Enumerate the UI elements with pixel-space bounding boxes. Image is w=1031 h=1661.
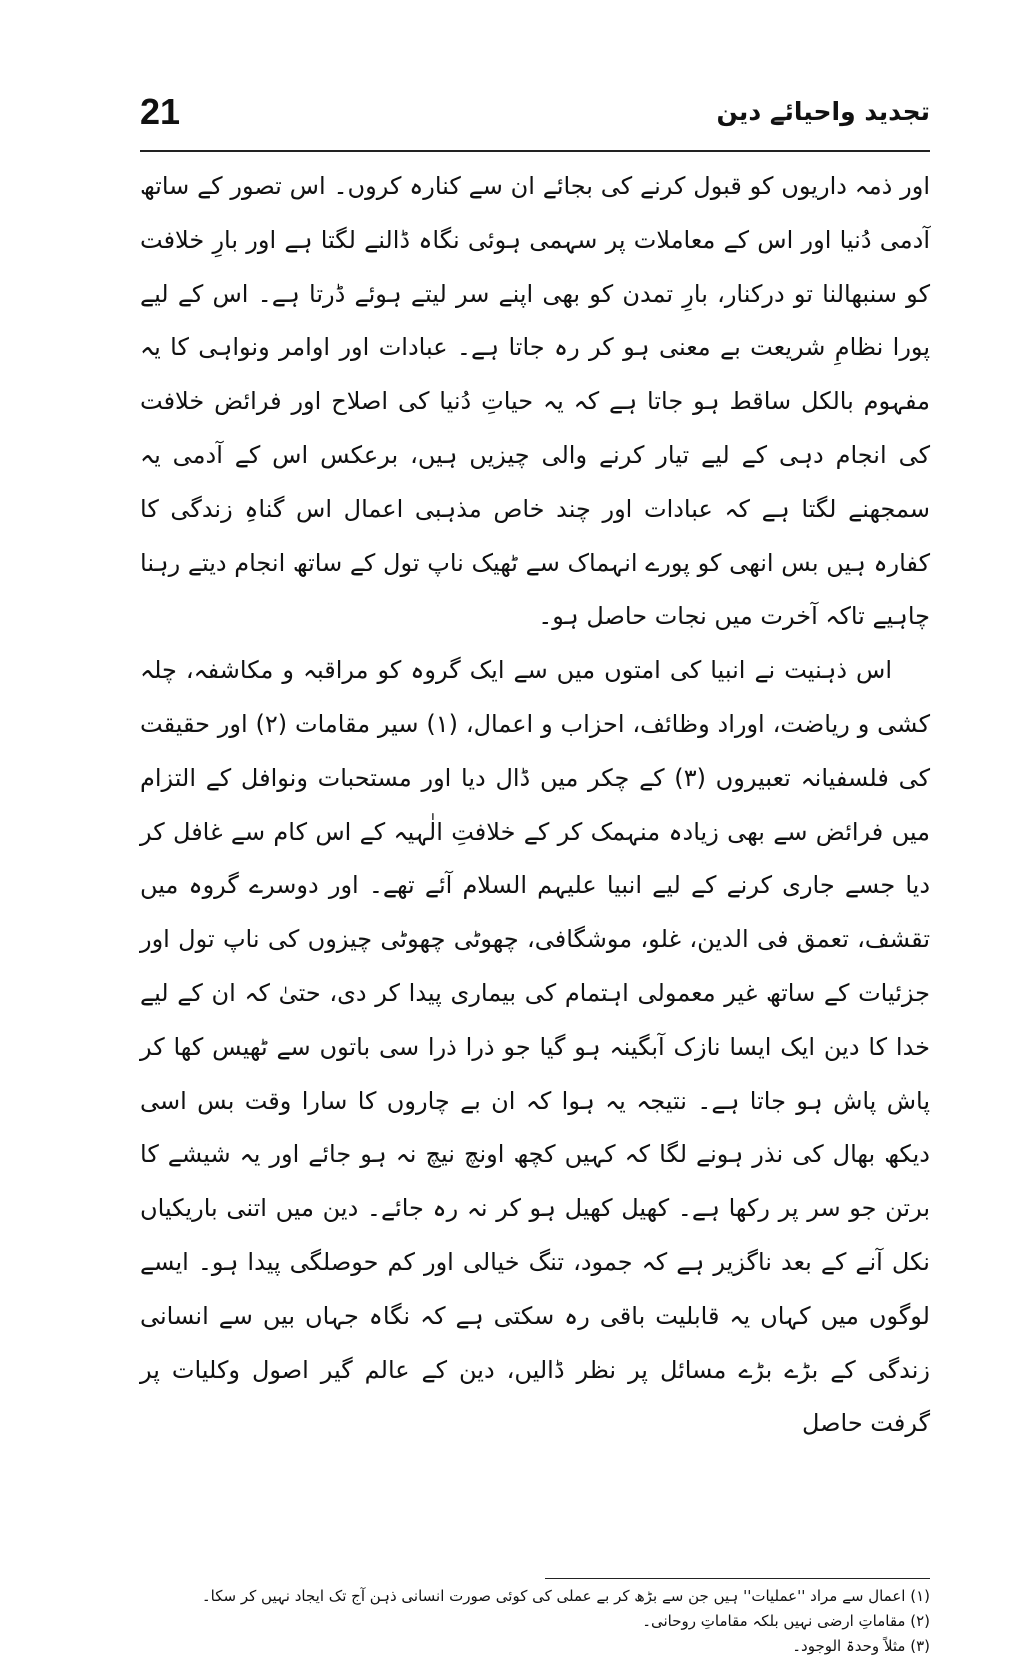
footnote-3: (۳) مثلاً وحدۃ الوجود۔: [792, 1637, 930, 1655]
page-number: 21: [140, 91, 181, 132]
paragraph-1: اور ذمہ داریوں کو قبول کرنے کی بجائے ان سے کنارہ کروں۔ اس تصور کے ساتھ آدمی دُنیا اور اس کے معاملات پر سہمی ہوئی نگاہ ڈالنے لگتا ہے اور بارِ خلافت کو سنبھالنا تو درکنار، بارِ تمدن کو بھی اپنے سر لیتے ہوئے ڈرتا ہے۔ اس کے لیے پورا نظامِ شریعت بے معنی ہو کر رہ جاتا ہے۔ عبادات اور اوامر ونواہی کا یہ مفہوم بالکل ساقط ہو جاتا ہے کہ یہ حیاتِ دُنیا کی اصلاح اور فرائض خلافت کی انجام دہی کے لیے تیار کرنے والی چیزیں ہیں، برعکس اس کے آدمی یہ سمجھنے لگتا ہے کہ عبادات اور چند خاص مذہبی اعمال اس گناہِ زندگی کا کفارہ ہیں بس انھی کو پورے انہماک سے ٹھیک ناپ تول کے ساتھ انجام دیتے رہنا چاہیے تاکہ آخرت میں نجات حاصل ہو۔: [140, 172, 930, 631]
running-title: تجدید واحیائے دین: [716, 97, 930, 126]
paragraph-2: اس ذہنیت نے انبیا کی امتوں میں سے ایک گروہ کو مراقبہ و مکاشفہ، چلہ کشی و ریاضت، اوراد وظائف، احزاب و اعمال، (۱) سیر مقامات (۲) اور حقیقت کی فلسفیانہ تعبیروں (۳) کے چکر میں ڈال دیا اور مستحبات ونوافل کے التزام میں فرائض سے بھی زیادہ منہمک کر کے خلافتِ الٰہیہ کے اس کام سے غافل کر دیا جسے جاری کرنے کے لیے انبیا علیہم السلام آئے تھے۔ اور دوسرے گروہ میں تقشف، تعمق فی الدین، غلو، موشگافی، چھوٹی چھوٹی چیزوں کی ناپ تول اور جزئیات کے ساتھ غیر معمولی اہتمام کی بیماری پیدا کر دی، حتیٰ کہ ان کے لیے خدا کا دین ایک ایسا نازک آبگینہ ہو گیا جو ذرا ذرا سی باتوں سے ٹھیس کھا کر پاش پاش ہو جاتا ہے۔ نتیجہ یہ ہوا کہ ان بے چاروں کا سارا وقت بس اسی دیکھ بھال کی نذر ہونے لگا کہ کہیں کچھ اونچ نیچ نہ ہو جائے اور یہ شیشے کا برتن جو سر پر رکھا ہے۔ کھیل کھیل ہو کر نہ رہ جائے۔ دین میں اتنی باریکیاں نکل آنے کے بعد ناگزیر ہے کہ جمود، تنگ خیالی اور کم حوصلگی پیدا ہو۔ ایسے لوگوں میں کہاں یہ قابلیت باقی رہ سکتی ہے کہ نگاہ جہاں بیں سے انسانی زندگی کے بڑے بڑے مسائل پر نظر ڈالیں، دین کے عالم گیر اصول وکلیات پر گرفت حاصل: [140, 656, 931, 1438]
footnote-rule: [545, 1578, 930, 1579]
main-text: [140, 160, 930, 1451]
footnote-2: (۲) مقاماتِ ارضی نہیں بلکہ مقاماتِ روحانی۔: [642, 1612, 930, 1630]
footnote-1: (۱) اعمال سے مراد ''عملیات'' ہیں جن سے بڑھ کر بے عملی کی کوئی صورت انسانی ذہن آج تک ایجاد نہیں کر سکا۔: [201, 1587, 930, 1605]
page-header: [140, 88, 930, 148]
footnotes: [140, 1584, 930, 1659]
header-rule: [140, 150, 930, 152]
